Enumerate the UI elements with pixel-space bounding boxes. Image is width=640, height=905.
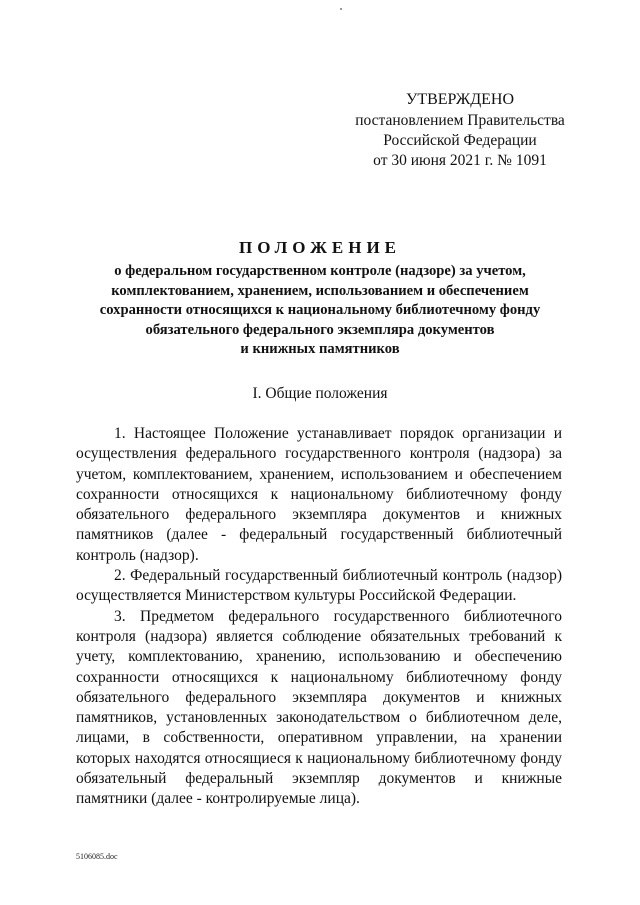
document-body: [76, 424, 562, 810]
section-heading: I. Общие положения: [252, 385, 388, 402]
subtitle-line-3: сохранности относящихся к национальному библиотечному фонду: [99, 302, 541, 318]
paragraph-1: 1. Настоящее Положение устанавливает порядок организации и осуществления федерального государственного контроля (надзора) за учетом, комплектованием, хранением, использованием и обеспечением сохранности относящихся к национальному библиотечному фонду обязательного федерального экземпляра документов и книжных памятников (далее - федеральный государственный библиотечный контроль (надзор).: [76, 425, 562, 564]
subtitle-line-5: и книжных памятников: [240, 341, 400, 357]
file-name-footer: 5106085.doc: [76, 852, 118, 861]
approval-heading: УТВЕРЖДЕНО: [405, 91, 514, 108]
document-subtitle: [70, 262, 570, 360]
document-title: ПОЛОЖЕНИЕ: [239, 238, 401, 257]
approval-block: [330, 90, 590, 171]
approval-line-2: Российской Федерации: [383, 132, 537, 149]
subtitle-line-1: о федеральном государственном контроле (надзоре) за учетом,: [114, 263, 526, 279]
approval-line-1: постановлением Правительства: [355, 112, 565, 129]
subtitle-line-2: комплектованием, хранением, использованием и обеспечением: [111, 282, 529, 299]
scan-mark: [340, 8, 342, 10]
approval-line-3: от 30 июня 2021 г. № 1091: [373, 152, 547, 169]
paragraph-3: 3. Предметом федерального государственного библиотечного контроля (надзора) является соблюдение обязательных требований к учету, комплектованию, хранению, использованию и обеспечению сохранности относящихся к национальному библиотечному фонду обязательного федерального экземпляра документов и книжных памятников, установленных законодательством о библиотечном деле, лицами, в собственности, оперативном управлении, на хранении которых находятся относящиеся к национальному библиотечному фонду обязательный федеральный экземпляр документов и книжные памятники (далее - контролируемые лица).: [76, 607, 562, 808]
paragraph-2: 2. Федеральный государственный библиотечный контроль (надзор) осуществляется Министерством культуры Российской Федерации.: [76, 567, 562, 605]
subtitle-line-4: обязательного федерального экземпляра документов: [145, 321, 495, 338]
